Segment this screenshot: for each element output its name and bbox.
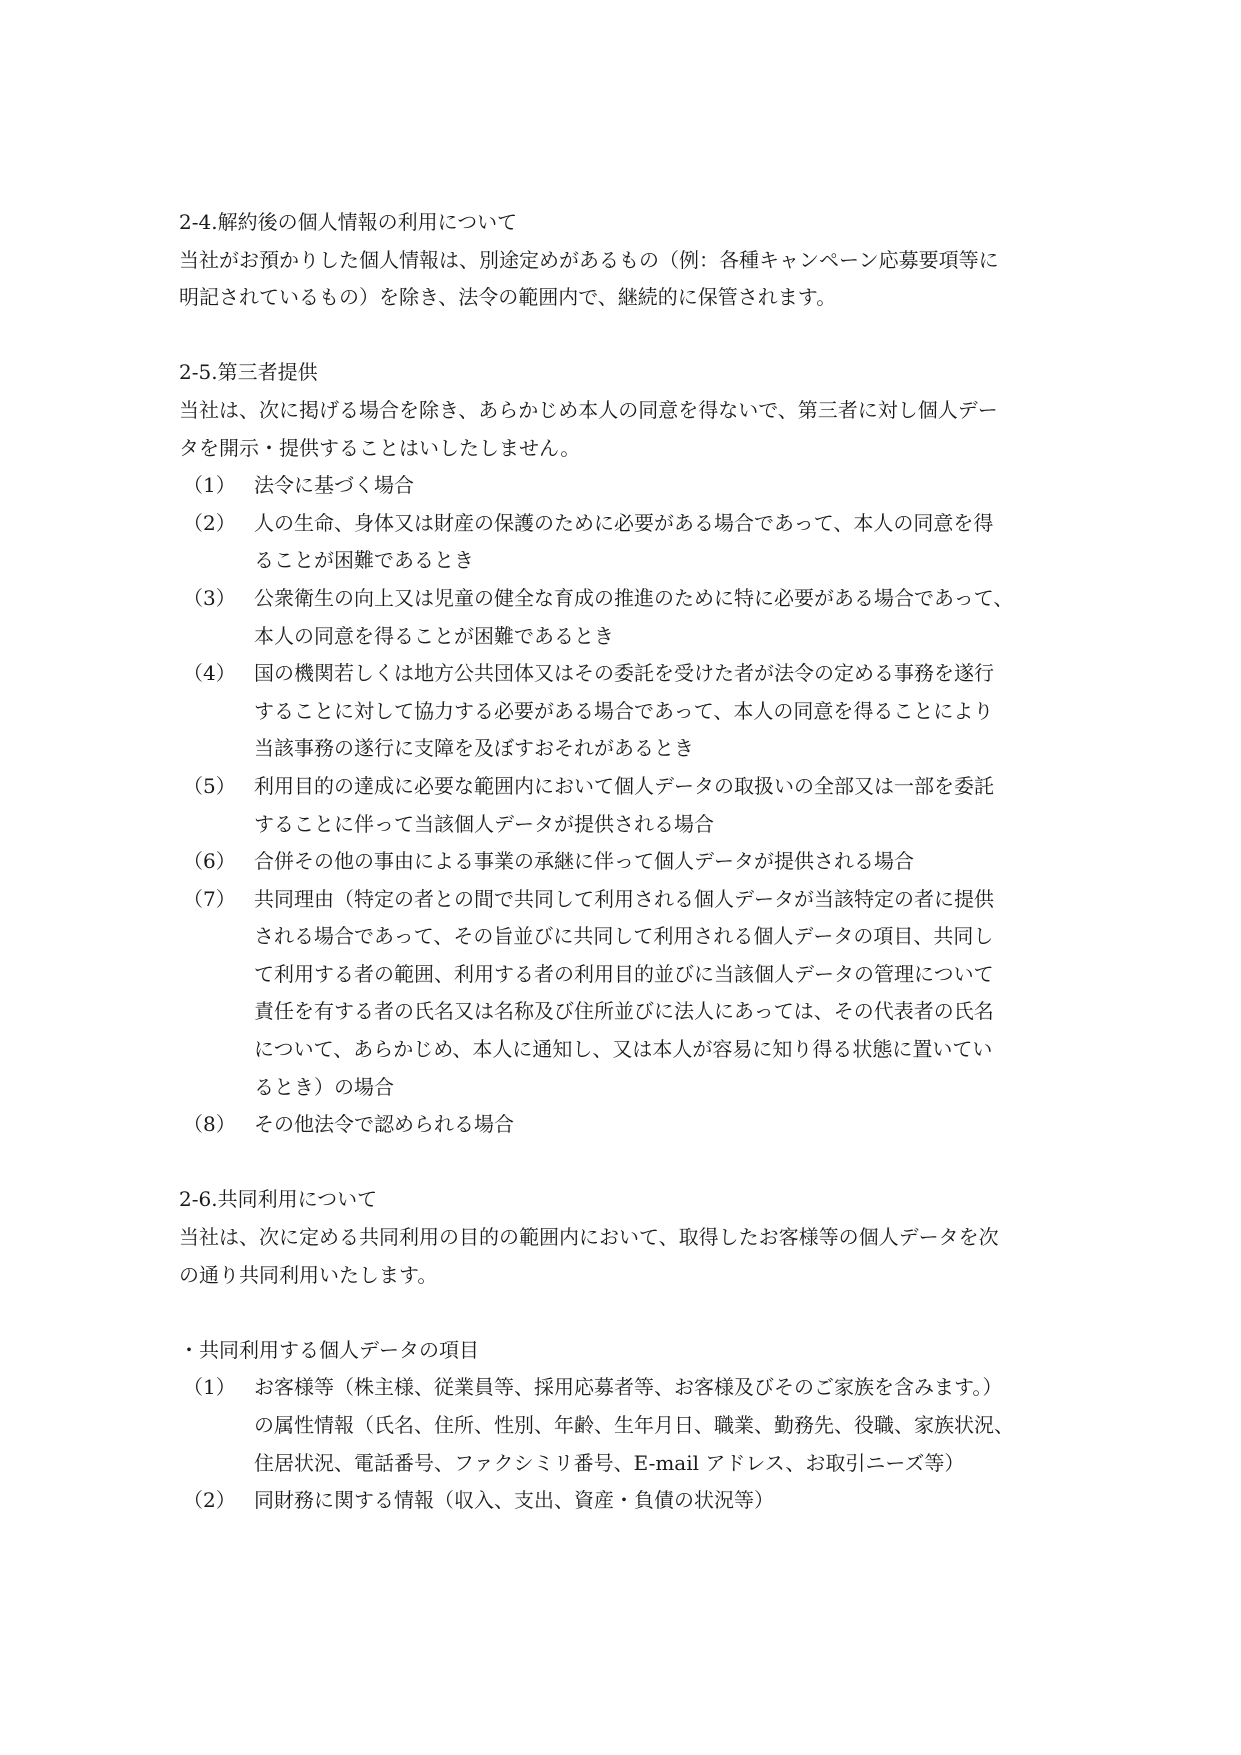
list-text: 本人の同意を得ることが困難であるとき [254,623,614,648]
spacer [179,1144,1079,1182]
list-text: の属性情報（氏名、住所、性別、年齢、生年月日、職業、勤務先、役職、家族状況、 [254,1413,1014,1437]
list-number: （3） [183,585,236,610]
list-text: 同財務に関する情報（収入、支出、資産・負債の状況等） [254,1488,774,1513]
list-text: て利用する者の範囲、利用する者の利用目的並びに当該個人データの管理について [254,961,994,986]
paragraph-line: 当社がお預かりした個人情報は、別途定めがあるもの（例：各種キャンペーン応募要項等に [179,247,999,272]
list-number: （7） [183,886,236,911]
list-item [179,580,1079,655]
list-text: 人の生命、身体又は財産の保護のために必要がある場合であって、本人の同意を得 [254,510,994,535]
paragraph-line: 明記されているもの）を除き、法令の範囲内で、継続的に保管されます。 [179,285,837,310]
list-item [179,1369,1079,1482]
spacer [179,1294,1079,1332]
list-item [179,843,1079,881]
list-item [179,1482,1079,1520]
section-heading-2-4: 2-4.解約後の個人情報の利用について [179,210,518,234]
list-number: （4） [183,661,236,686]
list-item [179,655,1079,768]
list-text: について、あらかじめ、本人に通知し、又は本人が容易に知り得る状態に置いてい [254,1037,993,1062]
list-number: （1） [183,1375,236,1400]
list-item [179,467,1079,505]
spacer [179,317,1079,355]
list-item [179,768,1079,843]
list-text: される場合であって、その旨並びに共同して利用される個人データの項目、共同し [254,924,994,949]
list-text: 責任を有する者の氏名又は名称及び住所並びに法人にあっては、その代表者の氏名 [254,999,994,1024]
list-text: 公衆衛生の向上又は児童の健全な育成の推進のために特に必要がある場合であって、 [254,585,1014,610]
list-number: （6） [183,849,236,874]
list-number: （2） [183,510,236,535]
list-text: 法令に基づく場合 [254,473,414,498]
list-text: 合併その他の事由による事業の承継に伴って個人データが提供される場合 [254,849,914,874]
list-number: （2） [183,1488,236,1513]
list-text: るとき）の場合 [254,1074,394,1099]
list-number: （1） [183,473,236,498]
paragraph-line: 当社は、次に定める共同利用の目的の範囲内において、取得したお客様等の個人データを次 [179,1225,999,1250]
list-text: ることが困難であるとき [254,548,474,573]
document-page [179,204,1079,1520]
bullet-heading: ・共同利用する個人データの項目 [179,1337,479,1362]
paragraph-line: タを開示・提供することはいしたしません。 [179,435,581,460]
list-text: その他法令で認められる場合 [254,1112,514,1137]
paragraph-line: の通り共同利用いたします。 [179,1262,438,1287]
list-text: 住居状況、電話番号、ファクシミリ番号、E-mail アドレス、お取引ニーズ等） [254,1450,965,1475]
paragraph-line: 当社は、次に掲げる場合を除き、あらかじめ本人の同意を得ないで、第三者に対し個人デー [179,397,998,422]
list-text: 利用目的の達成に必要な範囲内において個人データの取扱いの全部又は一部を委託 [254,773,994,798]
list-text: お客様等（株主様、従業員等、採用応募者等、お客様及びそのご家族を含みます。） [254,1375,1003,1400]
list-text: 共同理由（特定の者との間で共同して利用される個人データが当該特定の者に提供 [254,886,994,911]
list-text: することに伴って当該個人データが提供される場合 [254,811,714,836]
list-text: 当該事務の遂行に支障を及ぼすおそれがあるとき [254,736,694,761]
list-item [179,881,1079,1107]
section-heading-2-6: 2-6.共同利用について [179,1187,378,1212]
section-heading-2-5: 2-5.第三者提供 [179,360,318,385]
list-item [179,1106,1079,1144]
list-item [179,505,1079,580]
list-number: （5） [183,773,236,798]
list-text: することに対して協力する必要がある場合であって、本人の同意を得ることにより [254,698,994,723]
list-text: 国の機関若しくは地方公共団体又はその委託を受けた者が法令の定める事務を遂行 [254,661,994,686]
list-number: （8） [183,1112,236,1137]
